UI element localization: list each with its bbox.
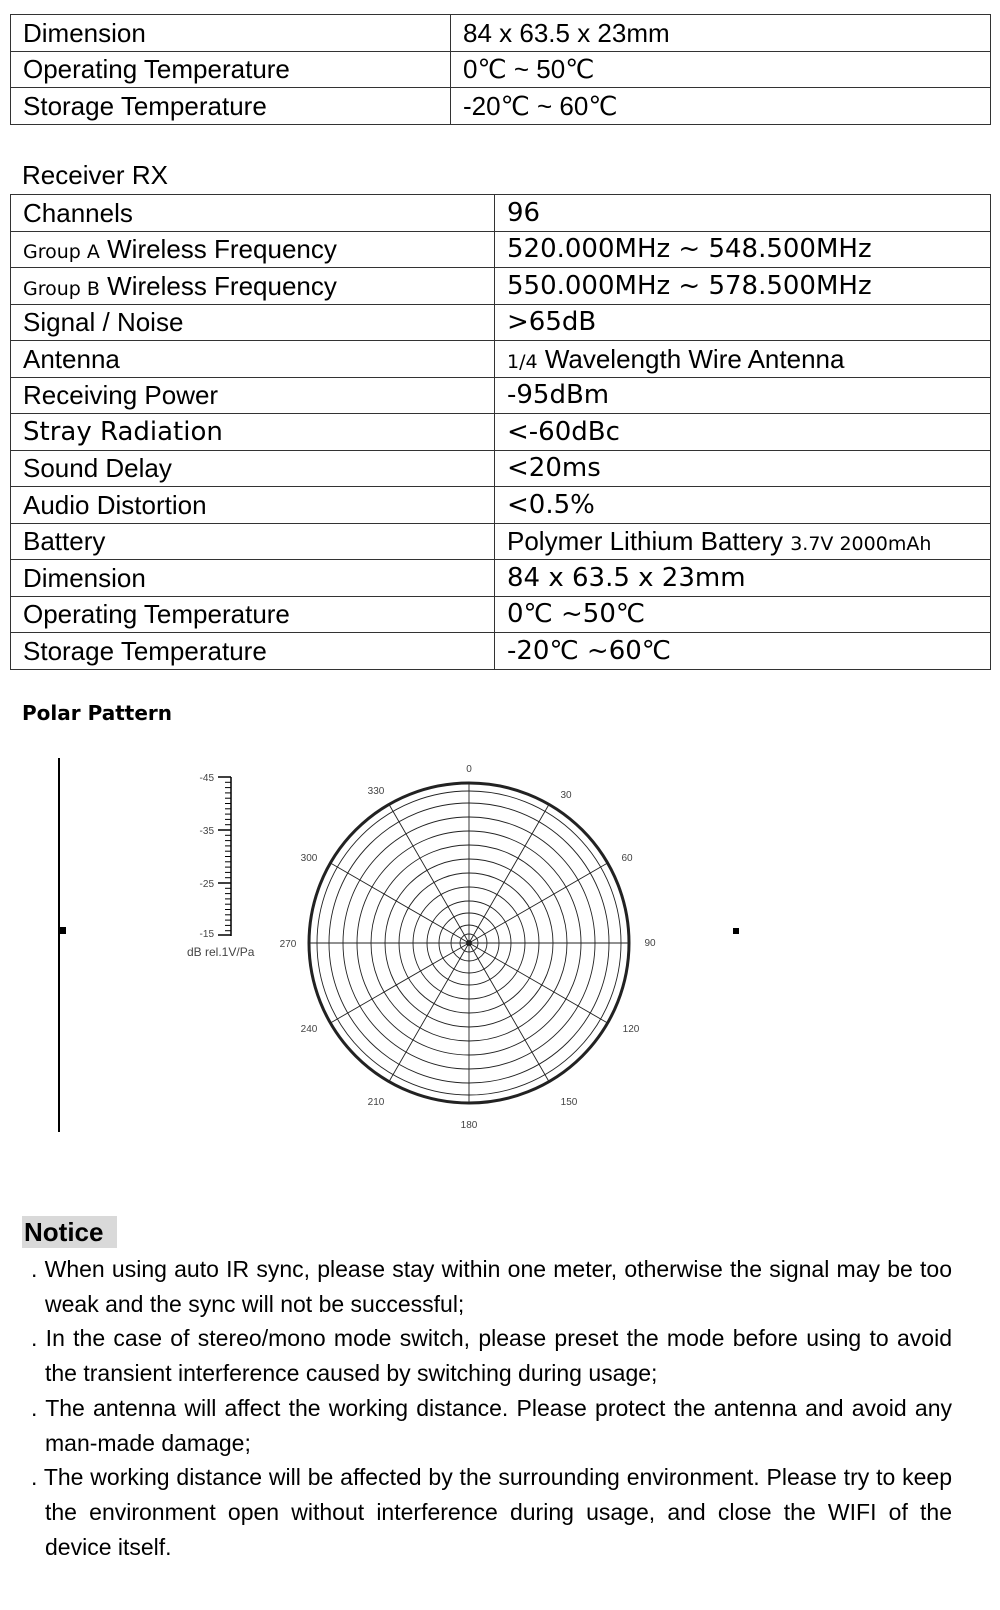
spec-value	[495, 523, 991, 560]
notice-item: . In the case of stereo/mono mode switch, please preset the mode before using to avoid the transient interference caused by switching during usage;	[31, 1325, 952, 1387]
angle-label-120: 120	[622, 1024, 640, 1035]
polar-grid	[309, 783, 629, 1103]
db-scale	[187, 773, 255, 959]
spec-label: Storage Temperature	[11, 633, 495, 670]
polar-pattern-diagram	[0, 730, 1000, 1170]
spec-label-prefix: Group B	[23, 277, 100, 300]
angle-label-90: 90	[644, 938, 656, 949]
spec-value: <20ms	[495, 450, 991, 487]
spec-value: >65dB	[495, 304, 991, 341]
table-row	[11, 487, 991, 524]
angle-label-300: 300	[300, 853, 318, 864]
spec-value-prefix: 1/4	[507, 350, 538, 373]
notice-item: . The working distance will be affected by the surrounding environment. Please try to keep the environment open without interference during usage, and close the WIFI of the device itself.	[31, 1464, 952, 1560]
table-row	[11, 633, 991, 670]
spec-value: 96	[495, 195, 991, 232]
spec-value: <-60dBc	[495, 414, 991, 451]
spec-label-text: Wireless Frequency	[107, 234, 337, 265]
spec-value: 520.000MHz ~ 548.500MHz	[495, 231, 991, 268]
spec-value: 0℃ ~50℃	[495, 596, 991, 633]
table-row	[11, 195, 991, 232]
spec-label: Battery	[11, 523, 495, 560]
spec-value: 0℃ ~ 50℃	[451, 51, 991, 88]
notice-item: . When using auto IR sync, please stay within one meter, otherwise the signal may be too weak and the sync will not be successful;	[31, 1256, 952, 1317]
table-row	[11, 268, 991, 305]
scale-tick-label: -45	[199, 773, 214, 784]
spec-label: Storage Temperature	[11, 88, 451, 125]
notice-list	[22, 1252, 952, 1564]
spec-label: Operating Temperature	[11, 596, 495, 633]
scale-unit-label: dB rel.1V/Pa	[187, 945, 255, 959]
dimension-temperature-table	[10, 14, 991, 125]
spec-label: Audio Distortion	[11, 487, 495, 524]
spec-value: -20℃ ~ 60℃	[451, 88, 991, 125]
spec-label	[11, 268, 495, 305]
angle-label-270: 270	[279, 939, 297, 950]
spec-label: Dimension	[11, 15, 451, 52]
polar-center-dot	[466, 940, 472, 946]
spec-label: Antenna	[11, 341, 495, 378]
table-row	[11, 304, 991, 341]
spec-label	[11, 231, 495, 268]
angle-label-330: 330	[367, 786, 385, 797]
spec-value: -20℃ ~60℃	[495, 633, 991, 670]
spec-label-text: Wireless Frequency	[107, 270, 337, 301]
angle-label-60: 60	[621, 853, 633, 864]
table-row	[11, 341, 991, 378]
scale-tick-label: -35	[199, 826, 214, 837]
receiver-spec-table	[10, 194, 991, 670]
table-row	[11, 523, 991, 560]
spec-value: 550.000MHz ~ 578.500MHz	[495, 268, 991, 305]
angle-label-0: 0	[466, 764, 472, 775]
angle-label-150: 150	[560, 1097, 578, 1108]
angle-label-240: 240	[300, 1024, 318, 1035]
spec-label: Stray Radiation	[11, 414, 495, 451]
table-row	[11, 596, 991, 633]
notice-heading: Notice	[22, 1216, 117, 1248]
marker-square-right	[733, 928, 739, 934]
table-row	[11, 450, 991, 487]
angle-label-30: 30	[560, 790, 572, 801]
spec-value	[495, 341, 991, 378]
table-row	[11, 51, 991, 88]
scale-tick-label: -25	[199, 879, 214, 890]
scale-minor-ticks	[225, 777, 231, 931]
marker-square-left	[59, 927, 66, 934]
spec-label: Sound Delay	[11, 450, 495, 487]
spec-label: Signal / Noise	[11, 304, 495, 341]
table-row	[11, 414, 991, 451]
table-row	[11, 377, 991, 414]
table-row	[11, 88, 991, 125]
spec-label: Receiving Power	[11, 377, 495, 414]
spec-value-suffix: 3.7V 2000mAh	[790, 533, 932, 556]
angle-label-180: 180	[460, 1120, 478, 1131]
spec-value: 84 x 63.5 x 23mm	[451, 15, 991, 52]
table-row	[11, 231, 991, 268]
spec-label: Dimension	[11, 560, 495, 597]
spec-value: -95dBm	[495, 377, 991, 414]
spec-value: <0.5%	[495, 487, 991, 524]
spec-label: Channels	[11, 195, 495, 232]
spec-label: Operating Temperature	[11, 51, 451, 88]
spec-value: 84 x 63.5 x 23mm	[495, 560, 991, 597]
spec-label-prefix: Group A	[23, 241, 100, 264]
table-row	[11, 560, 991, 597]
table-row	[11, 15, 991, 52]
spec-value-text: Polymer Lithium Battery	[507, 526, 783, 557]
scale-tick-label: -15	[199, 929, 214, 940]
receiver-heading: Receiver RX	[22, 160, 168, 190]
polar-pattern-heading: Polar Pattern	[22, 701, 172, 725]
notice-item: . The antenna will affect the working distance. Please protect the antenna and avoid any man-made damage;	[31, 1394, 952, 1456]
spec-value-text: Wavelength Wire Antenna	[544, 343, 845, 374]
angle-label-210: 210	[367, 1097, 385, 1108]
